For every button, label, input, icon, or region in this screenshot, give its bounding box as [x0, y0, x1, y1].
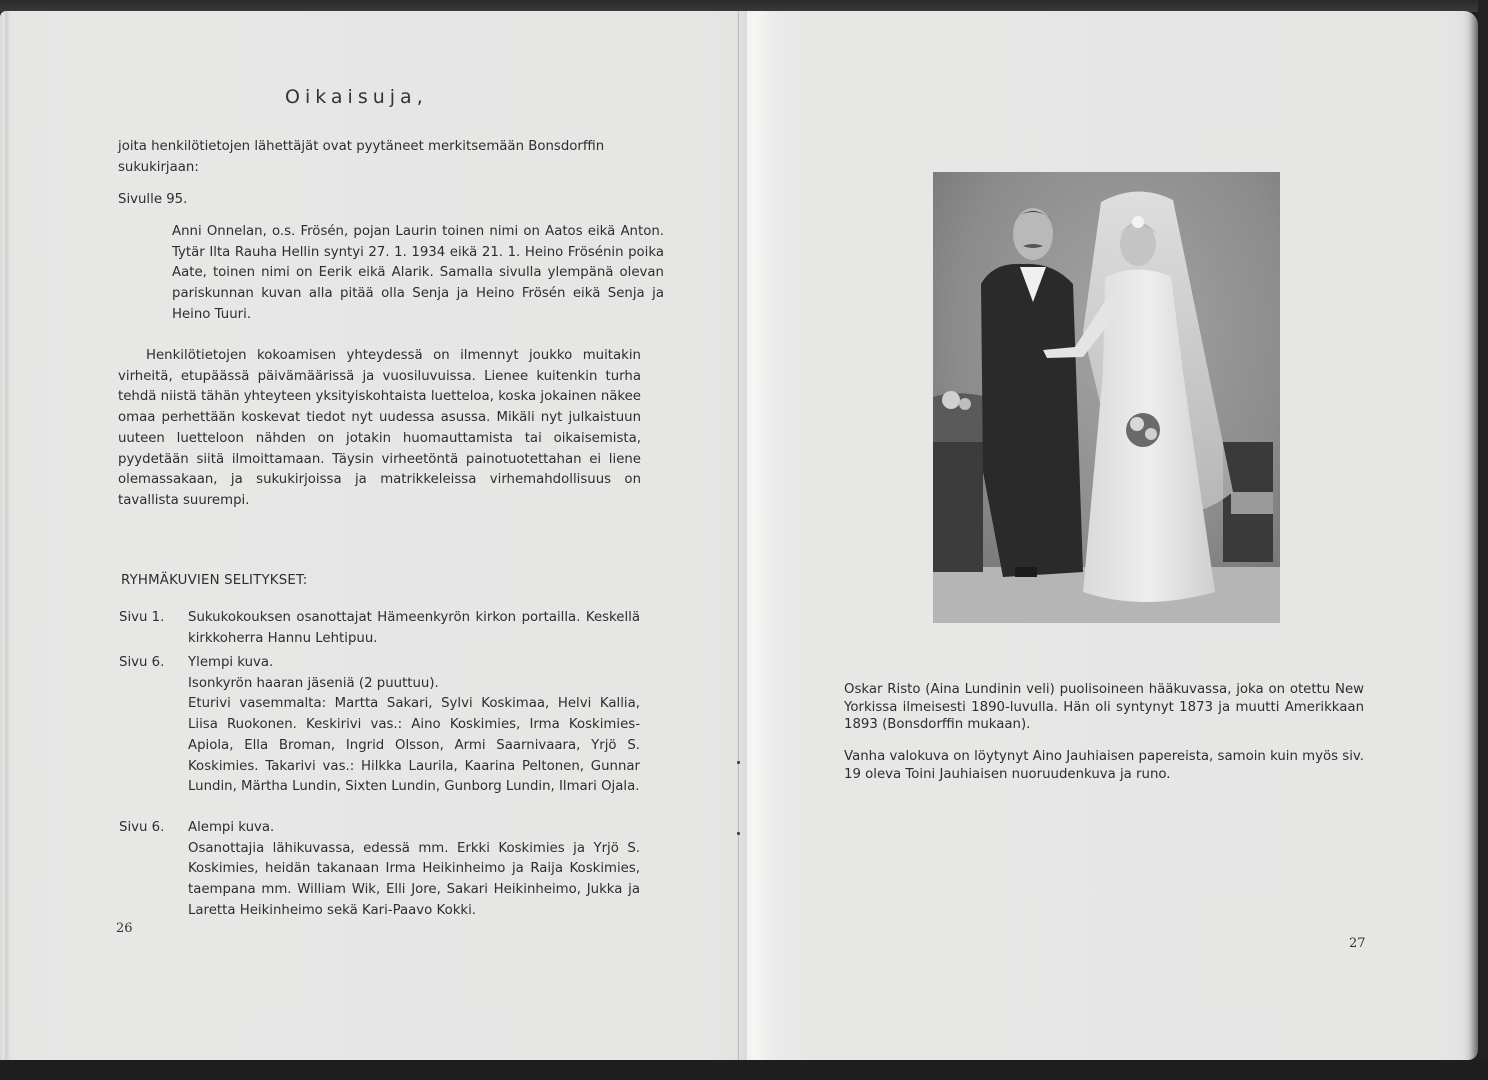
- correction-page-label: Sivulle 95.: [118, 192, 188, 207]
- photo-bride-face: [1120, 222, 1156, 266]
- entry-label: Sivu 6.: [119, 655, 165, 670]
- scanner-bottom-border: [0, 1060, 1488, 1080]
- page-number-right: 27: [1349, 936, 1366, 951]
- entry-line: Isonkyrön haaran jäseniä (2 puuttuu).: [188, 675, 439, 691]
- photo-groom-suit: [981, 264, 1083, 577]
- gutter-speck: [737, 761, 740, 764]
- photo-table-base: [933, 442, 983, 572]
- photo-bouquet-flower: [1145, 428, 1157, 440]
- book-gutter: [738, 11, 739, 1060]
- entry-label: Sivu 1.: [119, 610, 165, 625]
- correction-text: Anni Onnelan, o.s. Frösén, pojan Laurin toinen nimi on Aatos eikä Anton. Tytär Ilta Rauha Hellin syntyi 27. 1. 1934 eikä 21. 1. Heino Frösénin poika Aate, toinen nimi on Eerik eikä Alarik. Samalla sivulla ylempänä olevan pariskunnan kuvan alla pitää olla Senja ja Heino Frösén eikä Senja ja Heino Tuuri.: [172, 224, 664, 322]
- entry-line: Alempi kuva.: [188, 820, 275, 835]
- entry-label: Sivu 6.: [119, 820, 165, 835]
- wedding-photo-image: [933, 172, 1280, 623]
- entry-line: Ylempi kuva.: [188, 655, 274, 670]
- photo-flowers: [942, 391, 960, 409]
- photo-flowers: [959, 398, 971, 410]
- photo-note: Vanha valokuva on löytynyt Aino Jauhiaisen papereista, samoin kuin myös siv. 19 oleva Toini Jauhiaisen nuoruudenkuva ja runo.: [844, 749, 1364, 782]
- entry-line: Osanottajia lähikuvassa, edessä mm. Erkki Koskimies ja Yrjö S. Koskimies, heidän takanaan Irma Heikinheimo ja Raija Koskimies, taempana mm. William Wik, Elli Jore, Sakari Heikinheimo, Jukka ja Laretta Heikinheimo sekä Kari-Paavo Kokki.: [188, 840, 640, 918]
- entry-line: Eturivi vasemmalta: Martta Sakari, Sylvi Koskimaa, Helvi Kallia, Liisa Ruokonen. Keskirivi vas.: Aino Koskimies, Irma Koskimies-Apiola, Ella Broman, Ingrid Olsson, Armi Saarnivaara, Yrjö S. Koskimies. Takarivi vas.: Hilkka Laurila, Kaarina Peltonen, Gunnar Lundin, Märtha Lundin, Sixten Lundin, Gunborg Lundin, Ilmari Ojala.: [188, 696, 640, 795]
- book-right-edge: [1478, 0, 1488, 1080]
- entry-line: Sukukokouksen osanottajat Hämeenkyrön kirkon portailla. Keskellä kirkkoherra Hannu Lehtipuu.: [188, 610, 640, 646]
- entry-body: [188, 653, 640, 798]
- photo-bouquet-flower: [1130, 417, 1144, 431]
- intro-text: joita henkilötietojen lähettäjät ovat pyytäneet merkitsemään Bonsdorffin sukukirjaan:: [118, 139, 605, 175]
- entry-body: [188, 608, 640, 649]
- gutter-speck: [737, 832, 740, 835]
- entry-body: [188, 818, 640, 922]
- photo-bride-wreath: [1132, 216, 1144, 228]
- section-heading: RYHMÄKUVIEN SELITYKSET:: [121, 573, 308, 588]
- page-heading: Oikaisuja,: [285, 86, 428, 108]
- photo-groom-shoe: [1015, 567, 1037, 577]
- errata-paragraph: Henkilötietojen kokoamisen yhteydessä on ilmennyt joukko muitakin virheitä, etupäässä päivämäärissä ja vuosiluvuissa. Lienee kuitenkin turha tehdä niistä tähän yhteyteen yksityiskohtaista luetteloa, koska jokainen näkee omaa perhettään koskevat tiedot nyt uudessa asussa. Mikäli nyt julkaistuun uuteen luetteloon nähden on jotakin huomauttamista tai oikaisemista, pyydetään siitä ilmoittamaan. Täysin virheetöntä painotuotettahan ei liene olemassakaan, ja sukukirjoissa ja matrikkeleissa virhemahdollisuus on tavallista suurempi.: [118, 348, 641, 508]
- page-number-left: 26: [116, 921, 133, 936]
- photo-groom-face: [1013, 208, 1053, 260]
- wedding-photo: [933, 172, 1280, 623]
- photo-caption: Oskar Risto (Aina Lundinin veli) puolisoineen hääkuvassa, joka on otettu New Yorkissa ilmeisesti 1890-luvulla. Hän oli syntynyt 1873 ja muutti Amerikkaan 1893 (Bonsdorffin mukaan).: [844, 682, 1364, 732]
- photo-chair-seat: [1231, 492, 1273, 514]
